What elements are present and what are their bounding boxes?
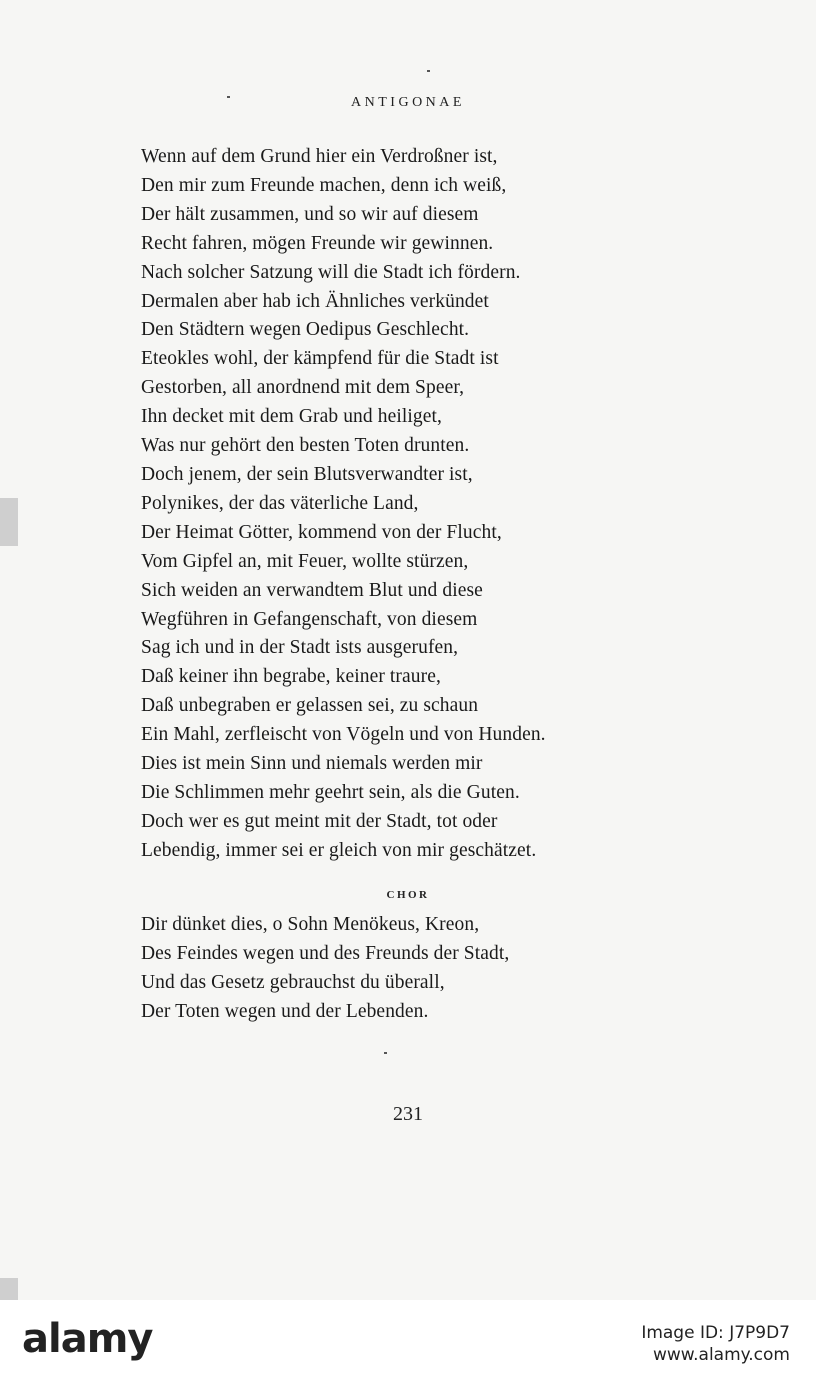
verse-line: Sag ich und in der Stadt ists ausgerufen, <box>141 637 459 659</box>
verse-line: Dies ist mein Sinn und niemals werden mir <box>141 753 483 775</box>
verse-line: Eteokles wohl, der kämpfend für die Stadt ist <box>141 348 499 370</box>
verse-line: Daß unbegraben er gelassen sei, zu schaun <box>141 695 479 717</box>
verse-line: Doch jenem, der sein Blutsverwandter ist, <box>141 463 473 485</box>
verse-line: Daß keiner ihn begrabe, keiner traure, <box>141 666 441 688</box>
page-edge-mark <box>0 498 18 546</box>
verse-line: Vom Gipfel an, mit Feuer, wollte stürzen, <box>141 550 469 572</box>
verse-line: Nach solcher Satzung will die Stadt ich fördern. <box>141 261 521 283</box>
verse-line: Ein Mahl, zerfleischt von Vögeln und von Hunden. <box>141 724 546 746</box>
speech-kreon <box>141 143 741 866</box>
verse-line: Der hält zusammen, und so wir auf diesem <box>141 203 479 225</box>
watermark-image-id <box>641 1322 790 1366</box>
verse-line: Dermalen aber hab ich Ähnliches verkündet <box>141 290 489 312</box>
paper-speck <box>384 1052 387 1054</box>
verse-line: Dir dünket dies, o Sohn Menökeus, Kreon, <box>141 914 480 935</box>
verse-line: Den mir zum Freunde machen, denn ich weiß, <box>141 174 507 196</box>
verse-line: Der Heimat Götter, kommend von der Flucht, <box>141 521 502 543</box>
speech-chor <box>141 911 741 1027</box>
verse-line: Die Schlimmen mehr geehrt sein, als die Guten. <box>141 781 520 803</box>
speaker-heading: CHOR <box>386 889 430 901</box>
site-url-text: www.alamy.com <box>652 1345 790 1365</box>
verse-line: Wenn auf dem Grund hier ein Verdroßner ist, <box>141 146 498 167</box>
verse-line: Gestorben, all anordnend mit dem Speer, <box>141 377 465 399</box>
watermark-logo: alamy <box>22 1316 153 1362</box>
verse-line: Und das Gesetz gebrauchst du überall, <box>141 971 445 993</box>
verse-line: Der Toten wegen und der Lebenden. <box>141 1000 429 1022</box>
paper-speck <box>427 70 430 72</box>
verse-line: Recht fahren, mögen Freunde wir gewinnen. <box>141 232 494 254</box>
verse-line: Lebendig, immer sei er gleich von mir geschätzet. <box>141 839 537 861</box>
verse-line: Den Städtern wegen Oedipus Geschlecht. <box>141 319 470 341</box>
running-head: ANTIGONAE <box>351 95 465 110</box>
page-edge-mark <box>0 1278 18 1302</box>
verse-line: Was nur gehört den besten Toten drunten. <box>141 435 470 457</box>
verse-line: Des Feindes wegen und des Freunds der Stadt, <box>141 942 510 964</box>
verse-line: Wegführen in Gefangenschaft, von diesem <box>141 608 478 630</box>
page-number: 231 <box>393 1103 423 1125</box>
verse-line: Sich weiden an verwandtem Blut und diese <box>141 579 483 601</box>
verse-line: Ihn decket mit dem Grab und heiliget, <box>141 406 442 428</box>
image-id-text: Image ID: J7P9D7 <box>641 1323 790 1343</box>
verse-line: Polynikes, der das väterliche Land, <box>141 492 419 514</box>
verse-line: Doch wer es gut meint mit der Stadt, tot oder <box>141 810 498 832</box>
